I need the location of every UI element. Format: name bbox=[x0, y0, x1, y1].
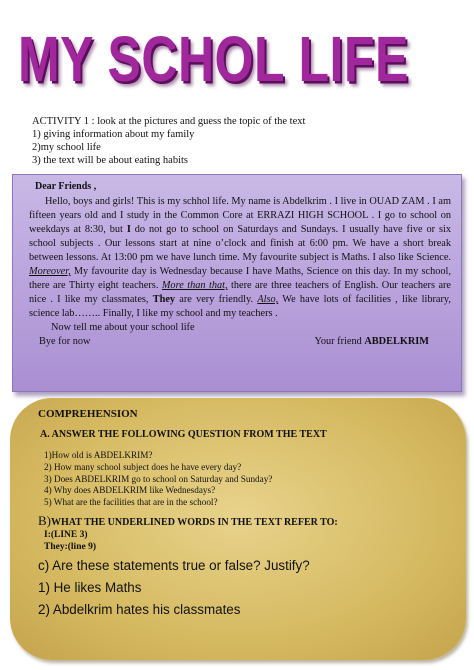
reference-item: They:(line 9) bbox=[44, 541, 96, 552]
activity-option: 3) the text will be about eating habits bbox=[32, 155, 189, 166]
question-item: 4) Why does ABDELKRIM like Wednesdays? bbox=[44, 485, 216, 496]
activity-option: 1) giving information about my family bbox=[32, 129, 195, 140]
comprehension-title: COMPREHENSION bbox=[38, 408, 138, 420]
comprehension-box bbox=[10, 398, 466, 660]
connector-moreover: Moreover, bbox=[29, 266, 71, 277]
letter-text: do not go to school on Saturdays and Sundays. I usually have five or six school subjects . Our lessons start at nine o’clock and finish at 6:00 pm. We have a short break between lessons. At 13:00 pm we have lunch time. My favourite subject is Maths. I also like Science. bbox=[29, 224, 451, 263]
question-item: 3) Does ABDELKRIM go to school on Saturday and Sunday? bbox=[44, 473, 273, 484]
signature-name: ABDELKRIM bbox=[364, 336, 429, 347]
question-item: 1)How old is ABDELKRIM? bbox=[44, 450, 153, 460]
section-c-heading: c) Are these statements true or false? Justify? bbox=[38, 557, 310, 573]
section-b-letter: B) bbox=[38, 512, 51, 528]
letter-body bbox=[29, 195, 451, 321]
activity-option: 2)my school life bbox=[32, 142, 101, 153]
connector-also: Also, bbox=[257, 294, 279, 305]
page-title: MY SCHOL LIFE bbox=[18, 23, 409, 95]
signature bbox=[314, 335, 429, 349]
statement-item: 1) He likes Maths bbox=[38, 579, 142, 595]
letter-text: there are three teachers of English. Our teachers are nice . I like my classmates, bbox=[29, 280, 452, 305]
letter-closing: Now tell me about your school life bbox=[51, 322, 195, 333]
statement-item: 2) Abdelkrim hates his classmates bbox=[38, 601, 241, 617]
reference-item: I:(LINE 3) bbox=[44, 529, 88, 540]
bye-text: Bye for now bbox=[39, 336, 91, 347]
signature-prefix: Your friend bbox=[314, 336, 365, 347]
letter-signoff bbox=[39, 335, 429, 349]
letter-greeting: Dear Friends , bbox=[35, 181, 97, 192]
letter-text: We have lots of facilities , like library, science lab…….. Finally, I like my school and my teachers . bbox=[29, 294, 451, 319]
activity-section bbox=[32, 115, 452, 167]
question-item: 5) What are the facilities that are in the school? bbox=[44, 497, 218, 508]
underlined-word-they: They bbox=[152, 294, 176, 305]
letter-text: My favourite day is Wednesday because I have Maths, Science on this day. In my school, there are Thirty eight teachers. bbox=[29, 266, 451, 291]
section-b-heading bbox=[38, 513, 450, 529]
connector-more-than-that: More than that, bbox=[161, 280, 228, 291]
activity-heading: ACTIVITY 1 : look at the pictures and guess the topic of the text bbox=[32, 116, 306, 127]
section-a-heading: A. ANSWER THE FOLLOWING QUESTION FROM THE TEXT bbox=[40, 429, 327, 440]
question-item: 2) How many school subject does he have every day? bbox=[44, 461, 242, 472]
letter-text: are very friendly. bbox=[175, 294, 258, 305]
letter-box bbox=[12, 174, 462, 392]
section-b-text: WHAT THE UNDERLINED WORDS IN THE TEXT REFER TO: bbox=[51, 516, 338, 528]
letter-text: Hello, boys and girls! This is my schhol life. My name is Abdelkrim . I live in OUAD ZAM . I am fifteen years old and I study in the Common Core at ERRAZI HIGH SCHOOL . I go to school on weekdays at 8:30, but bbox=[29, 196, 451, 235]
underlined-word-i: I bbox=[126, 224, 131, 235]
